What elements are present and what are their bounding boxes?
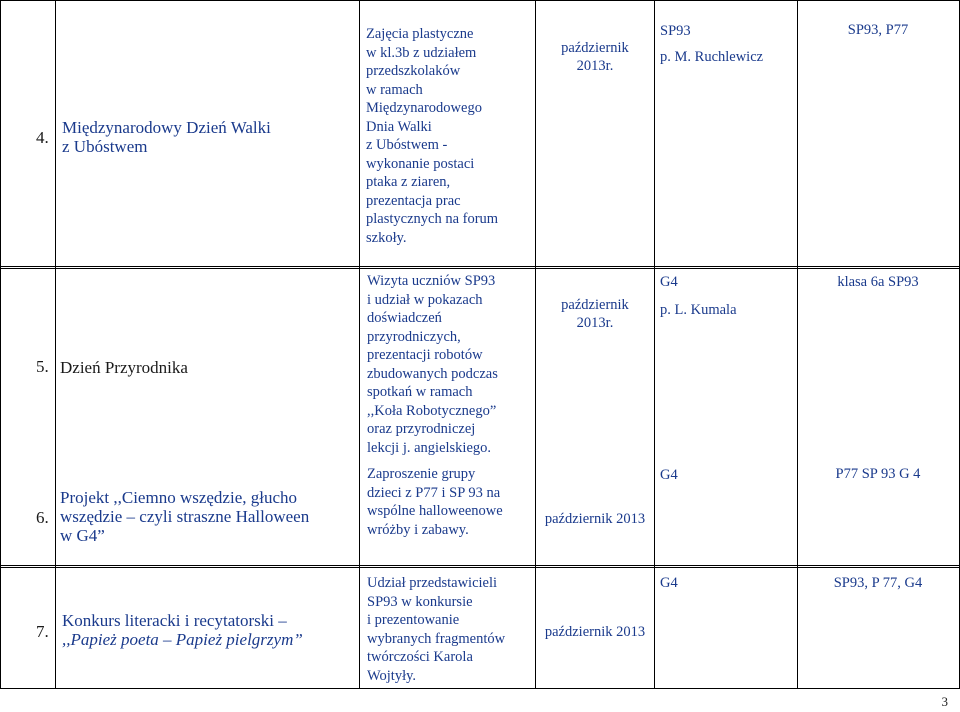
col-divider [654,0,655,689]
event-date: październik 2013 [544,624,646,640]
row-number: 4. [36,128,49,147]
row-divider [0,567,960,568]
row-number: 6. [36,508,49,527]
event-organizer: G4 p. L. Kumala [660,274,737,318]
row-number: 7. [36,622,49,641]
event-date: październik 2013r. [561,40,629,74]
event-name: Projekt ,,Ciemno wszędzie, głucho wszędzie – czyli straszne Halloween w G4” [60,488,310,545]
event-organizer: SP93 p. M. Ruchlewicz [660,23,764,65]
col-divider [0,0,1,689]
table-border-bottom [0,688,960,689]
event-description: Udział przedstawicieli SP93 w konkursie i prezentowanie wybranych fragmentów twórczości Karola Wojtyły. [367,575,506,684]
row-divider [0,268,960,269]
event-participants: P77 SP 93 G 4 [835,466,921,482]
event-description: Zaproszenie grupy dzieci z P77 i SP 93 na wspólne halloweenowe wróżby i zabawy. [367,466,503,538]
event-name: Dzień Przyrodnika [60,358,188,377]
event-name: Konkurs literacki i recytatorski – ,,Papież poeta – Papież pielgrzym” [62,611,303,649]
event-participants: SP93, P 77, G4 [833,575,923,591]
row-divider [0,266,960,267]
row-number: 5. [36,357,49,376]
col-divider [359,0,360,689]
event-participants: SP93, P77 [847,22,909,38]
row-divider [0,565,960,566]
event-date: październik 2013r. [561,297,629,331]
event-description: Zajęcia plastyczne w kl.3b z udziałem przedszkolaków w ramach Międzynarodowego Dnia Walki z Ubóstwem - wykonanie postaci ptaka z ziaren, prezentacja prac plastycznych na forum szkoły. [366,26,499,246]
event-organizer: G4 [660,467,678,483]
col-divider [55,0,56,689]
event-participants: klasa 6a SP93 [837,274,919,290]
page-number: 3 [941,694,948,709]
event-date: październik 2013 [544,511,646,527]
event-name: Międzynarodowy Dzień Walki z Ubóstwem [62,118,271,156]
table-border-top [0,0,960,1]
event-organizer: G4 [660,575,678,591]
col-divider [535,0,536,689]
event-description: Wizyta uczniów SP93 i udział w pokazach doświadczeń przyrodniczych, prezentacji robotów zbudowanych podczas spotkań w ramach ,,Koła Robotycznego” oraz przyrodniczej lekcji j. angielskiego. [367,273,498,456]
